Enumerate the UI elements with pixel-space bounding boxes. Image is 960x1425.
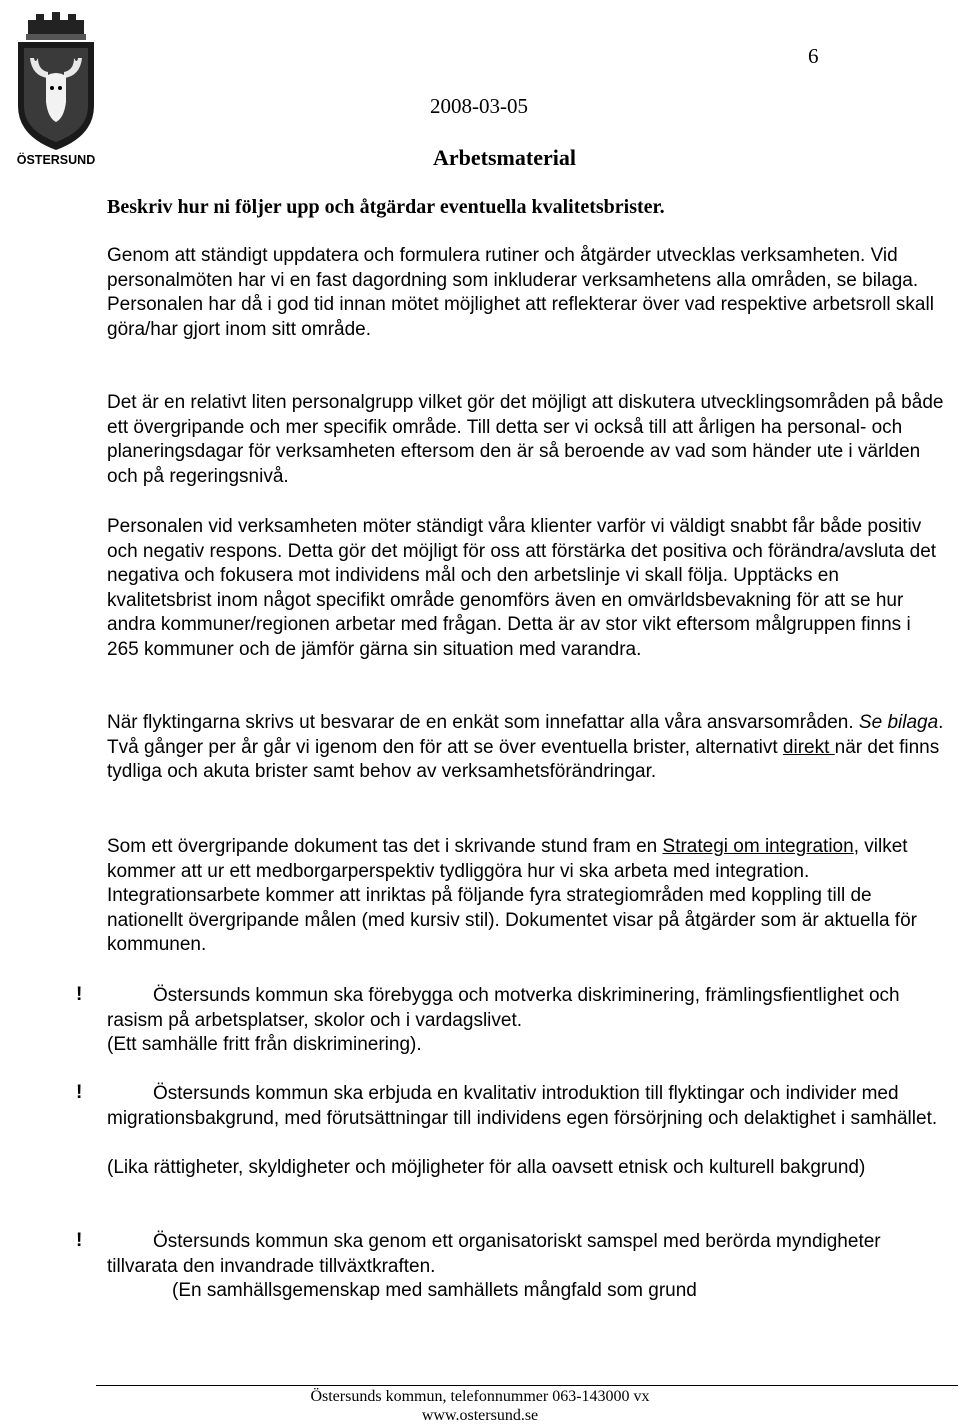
bullet-1-text: Östersunds kommun ska förebygga och motverka diskriminering, främlingsfientlighet och rasism på arbetsplatser, skolor och i vardagslivet. — [107, 985, 900, 1031]
underlined-direkt: direkt — [782, 736, 835, 758]
footer-divider — [96, 1385, 958, 1386]
paragraph-2: Det är en relativt liten personalgrupp vilket gör det möjligt att diskutera utvecklingsområden på både ett övergripande och mer specifik område. Till detta ser vi också till att årligen ha personal- och planeringsdagar för verksamheten eftersom den är så beroende av vad som händer ute i världen och på regeringsnivå. — [107, 392, 944, 487]
ostersund-coat-of-arms-logo — [8, 6, 104, 166]
paragraph-5-text-c: , vilket kommer att ur ett medborgarperspektiv tydliggöra hur vi ska arbeta med integration. Integrationsarbete kommer att inriktas på följande fyra strategiområden med koppling till de nationellt övergripande målen (med kursiv stil). Dokumentet visar på åtgärder som är aktuella för kommunen. — [107, 836, 917, 955]
section-heading: Beskriv hur ni följer upp och åtgärdar eventuella kvalitetsbrister. — [107, 196, 665, 218]
paragraph-3: Personalen vid verksamheten möter ständigt våra klienter varför vi väldigt snabbt får både positiv och negativ respons. Detta gör det möjligt för oss att förstärka det positiva och förändra/avsluta det negativa och fokusera mot individens mål och den arbetslinje vi skall följa. Upptäcks en kvalitetsbrist inom något specifikt område genomförs även en omvärldsbevakning för att se hur andra kommuner/regionen arbetar med frågan. Detta är av stor vikt eftersom målgruppen finns i 265 kommuner och de jämför gärna sin situation med varandra. — [107, 516, 937, 660]
bullet-2-goal: (Lika rättigheter, skyldigheter och möjligheter för alla oavsett etnisk och kulturell bakgrund) — [107, 1157, 866, 1178]
bullet-1-goal: (Ett samhälle fritt från diskriminering). — [107, 1034, 422, 1055]
paragraph-5 — [107, 835, 947, 958]
page-number: 6 — [808, 44, 819, 68]
footer-website: www.ostersund.se — [421, 1407, 539, 1424]
paragraph-4-text-e: när det finns tydliga och akuta brister samt behov av verksamhetsförändringar. — [107, 736, 940, 782]
bullet-2-text: Östersunds kommun ska erbjuda en kvalitativ introduktion till flyktingar och individer med migrationsbakgrund, med förutsättningar till individens egen försörjning och delaktighet i samhället. — [107, 1083, 938, 1129]
attachment-reference: Se bilaga — [858, 712, 939, 733]
bullet-marker: ! — [76, 1082, 83, 1103]
bullet-marker: ! — [76, 984, 83, 1005]
paragraph-4 — [107, 711, 947, 785]
document-date: 2008-03-05 — [430, 94, 528, 118]
document-title: Arbetsmaterial — [433, 145, 576, 170]
footer-contact: Östersunds kommun, telefonnummer 063-143000 vx — [310, 1388, 650, 1405]
logo-wordmark: ÖSTERSUND — [16, 153, 96, 166]
paragraph-5-text-a: Som ett övergripande dokument tas det i skrivande stund fram en — [107, 836, 663, 857]
paragraph-4-text-a: När flyktingarna skrivs ut besvarar de en enkät som innefattar alla våra ansvarsområden. — [107, 712, 859, 733]
bullet-3-goal: (En samhällsgemenskap med samhällets mångfald som grund — [172, 1280, 697, 1301]
strategy-document-link[interactable]: Strategi om integration — [662, 836, 854, 857]
bullet-3-text: Östersunds kommun ska genom ett organisatoriskt samspel med berörda myndigheter tillvarata den invandrade tillväxtkraften. — [107, 1231, 881, 1277]
paragraph-4-text-c: . Två gånger per år går vi igenom den för att se över eventuella brister, alternativt — [107, 712, 944, 758]
bullet-marker: ! — [76, 1230, 83, 1251]
paragraph-1: Genom att ständigt uppdatera och formulera rutiner och åtgärder utvecklas verksamheten. Vid personalmöten har vi en fast dagordning som inkluderar verksamhetens alla områden, se bilaga. Personalen har då i god tid innan mötet möjlighet att reflekterar över vad respektive arbetsroll skall göra/har gjort inom sitt område. — [107, 245, 934, 340]
